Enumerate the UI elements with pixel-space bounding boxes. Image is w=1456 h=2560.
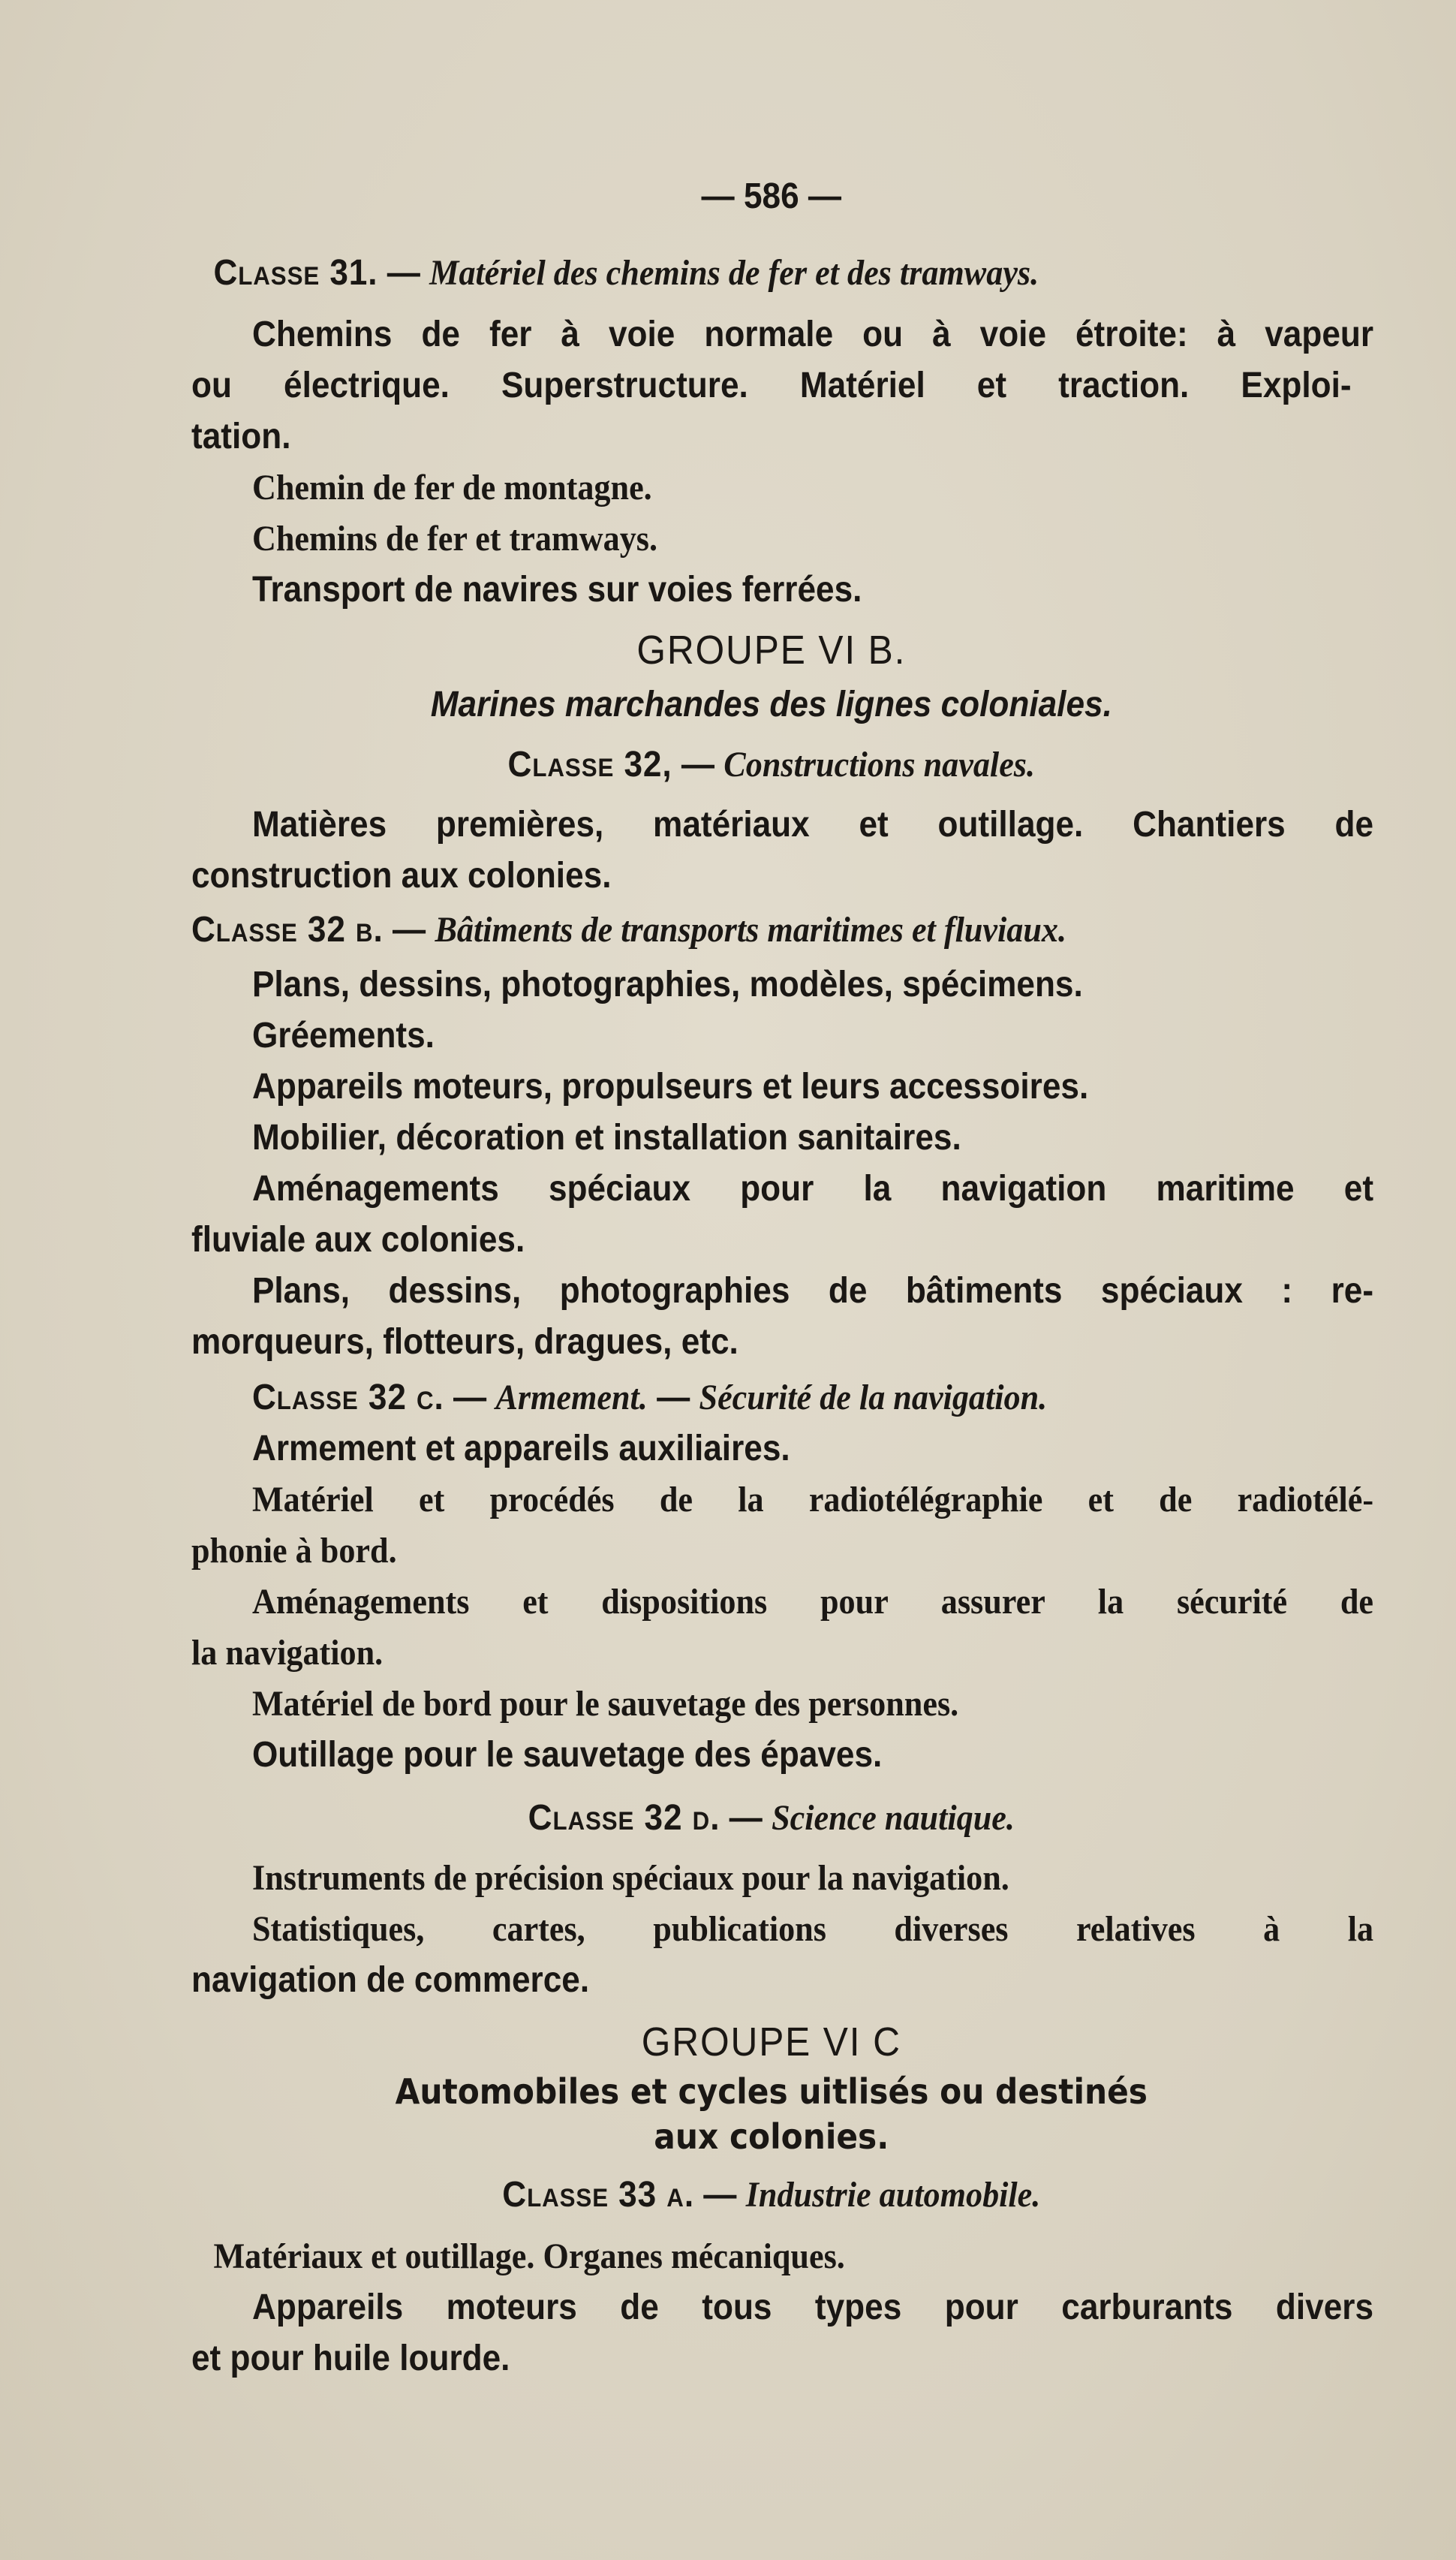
text-line: ou électrique. Superstructure. Matériel et traction. Exploi- — [191, 366, 1352, 405]
text-line: Instruments de précision spéciaux pour la navigation. — [251, 1858, 1009, 1898]
text-line: Gréements. — [251, 1016, 435, 1056]
classe-32c-heading: Classe 32 c. — Armement. — Sécurité de la navigation. — [251, 1378, 1048, 1417]
text-line: Appareils moteurs, propulseurs et leurs accessoires. — [251, 1067, 1089, 1107]
text-line: et pour huile lourde. — [191, 2339, 510, 2378]
text-line: Transport de navires sur voies ferrées. — [251, 570, 862, 610]
text-line: construction aux colonies. — [191, 856, 612, 896]
text-line: Aménagements spéciaux pour la navigation maritime et — [251, 1169, 1374, 1209]
classe-32-heading: Classe 32, — Constructions navales. — [507, 745, 1036, 785]
text-line: Plans, dessins, photographies, modèles, spécimens. — [251, 965, 1083, 1004]
text-line: tation. — [191, 417, 291, 456]
text-line: Plans, dessins, photographies de bâtiments spéciaux : re- — [251, 1271, 1374, 1311]
text-line: Chemins de fer à voie normale ou à voie étroite: à vapeur — [251, 315, 1374, 354]
groupe-vi-b-title: GROUPE VI B. — [636, 628, 907, 673]
text-line: Chemins de fer et tramways. — [251, 519, 658, 559]
classe-32d-heading: Classe 32 d. — Science nautique. — [528, 1798, 1015, 1838]
text-line: Armement et appareils auxiliaires. — [251, 1429, 790, 1468]
text-line: phonie à bord. — [191, 1531, 397, 1571]
text-line: Chemin de fer de montagne. — [251, 468, 652, 507]
text-line: Mobilier, décoration et installation sanitaires. — [251, 1118, 961, 1158]
page-number: — 586 — — [701, 176, 842, 216]
text-line: la navigation. — [191, 1633, 384, 1673]
text-line: Matières premières, matériaux et outillage. Chantiers de — [251, 805, 1374, 845]
text-line: navigation de commerce. — [191, 1960, 590, 2000]
text-line: Statistiques, cartes, publications diverses relatives à la — [251, 1909, 1374, 1949]
text-line: Appareils moteurs de tous types pour carburants divers — [251, 2287, 1374, 2327]
classe-33a-heading: Classe 33 a. — Industrie automobile. — [502, 2175, 1041, 2215]
groupe-vi-c-subtitle: Automobiles et cycles uitlisés ou destinés — [395, 2071, 1148, 2112]
groupe-vi-c-subtitle: aux colonies. — [654, 2116, 889, 2157]
text-line: Matériaux et outillage. Organes mécaniques. — [213, 2236, 845, 2276]
classe-32b-heading: Classe 32 b. — Bâtiments de transports maritimes et fluviaux. — [191, 910, 1067, 950]
text-line: Aménagements et dispositions pour assurer la sécurité de — [251, 1582, 1374, 1622]
text-line: Matériel et procédés de la radiotélégraphie et de radiotélé- — [251, 1480, 1374, 1519]
text-line: Matériel de bord pour le sauvetage des personnes. — [251, 1684, 959, 1724]
text-line: fluviale aux colonies. — [191, 1220, 525, 1260]
text-line: Outillage pour le sauvetage des épaves. — [251, 1735, 883, 1775]
classe-31-heading: Classe 31. — Matériel des chemins de fer et des tramways. — [213, 253, 1039, 293]
groupe-vi-b-subtitle: Marines marchandes des lignes coloniales. — [430, 685, 1112, 724]
text-line: morqueurs, flotteurs, dragues, etc. — [191, 1322, 739, 1362]
groupe-vi-c-title: GROUPE VI C — [641, 2019, 901, 2065]
